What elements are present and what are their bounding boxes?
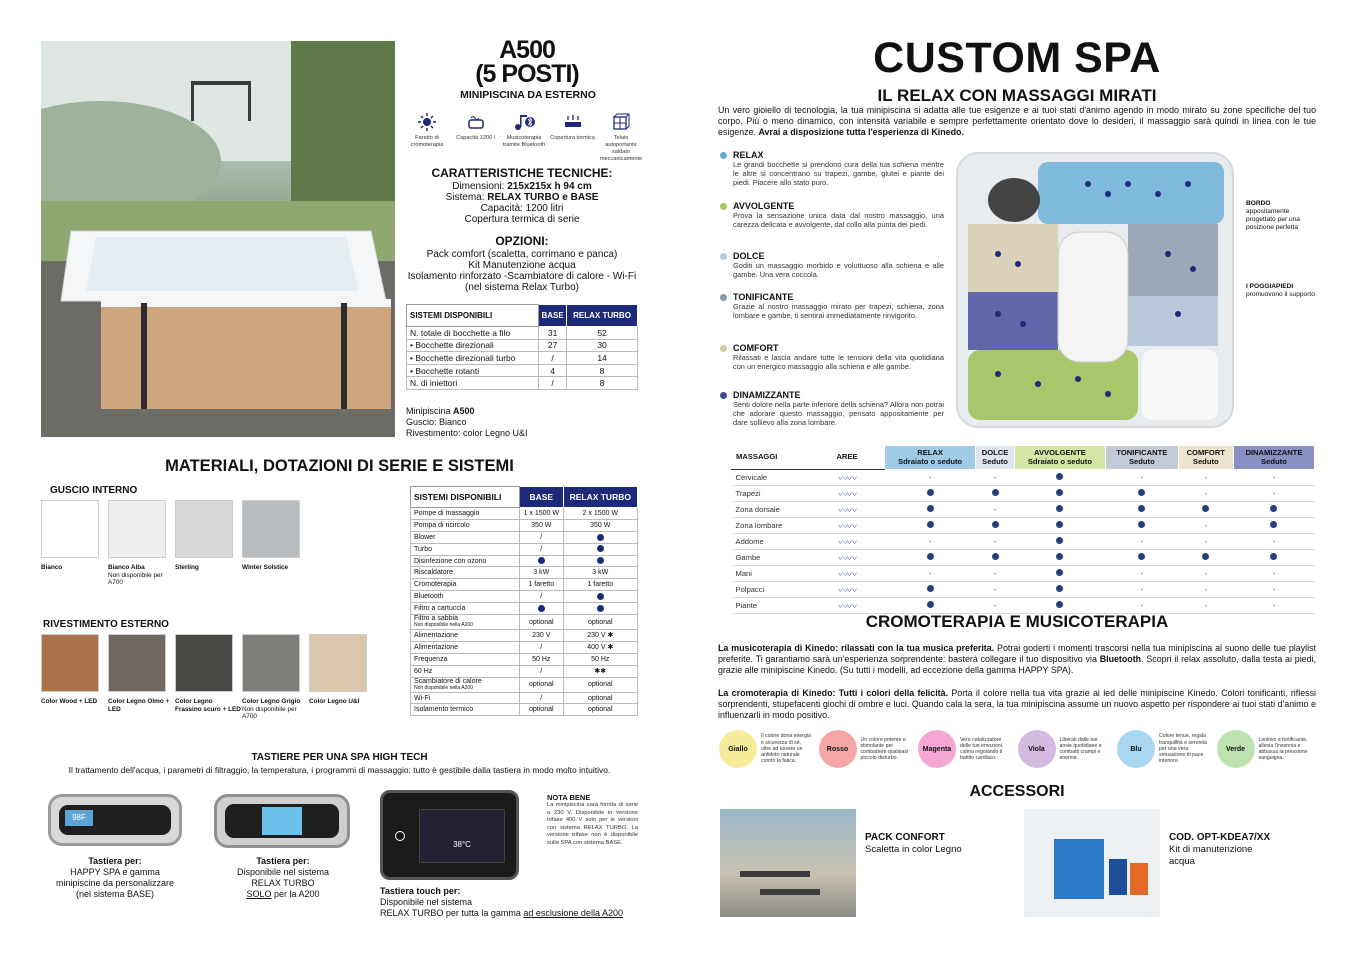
keypad-screen — [262, 807, 302, 835]
options: OPZIONI: Pack comfort (scaletta, corrimano e panca) Kit Manutenzione acqua Isolamento rinforzato -Scambiatore di calore - Wi-Fi (nel sistema Relax Turbo) — [404, 236, 640, 293]
swatch-label: Color Legno Olmo + LED — [108, 698, 170, 713]
tech-line: Copertura termica di serie — [464, 214, 580, 225]
body-zone-icon: 〰〰 — [838, 570, 856, 581]
check-icon — [927, 585, 934, 592]
color-blu: Blu Colore tenue, regala tranquillità e serenità per una vera sensazione di pace interiore. — [1117, 730, 1209, 768]
color-magenta: Magenta Vero catalizzatore delle tue emozioni, calma regolando il battito cardiaco. — [918, 730, 1010, 768]
check-icon — [1056, 505, 1063, 512]
feature-cromo — [404, 112, 450, 163]
check-icon — [597, 557, 604, 564]
table-row: • Bocchette direzionali 27 30 — [407, 339, 638, 352]
cover-icon — [563, 112, 583, 132]
table-row: Cromoterapia 1 faretto 1 faretto — [411, 579, 638, 591]
color-verde: Verde Lenitivo e fortificante, allevia l'insonnia e abbassa la pressione sanguigna. — [1217, 730, 1309, 768]
model-spec: Minipiscina A500 Guscio: Bianco Rivestimento: color Legno U&I — [406, 406, 528, 438]
table-row: • Bocchette direzionali turbo / 14 — [407, 352, 638, 365]
check-icon — [1056, 585, 1063, 592]
tech-title: CARATTERISTICHE TECNICHE: — [431, 166, 613, 180]
swatch-label: Sterling — [175, 564, 199, 571]
spa-top-view — [958, 154, 1234, 428]
table-row: Scambiatore di calore Non disponibile nella A200 optional optional — [411, 677, 638, 692]
body-zone-icon: 〰〰 — [838, 522, 856, 533]
color-circle: Viola — [1018, 730, 1056, 768]
mode-tonificante: TONIFICANTE Grazie al nostro massaggio mirato per trapezi, schiena, zona lombare e gambe, ti sentirai immediatamente rinvigorito. — [720, 292, 944, 320]
table-row: Riscaldatore 3 kW 3 kW — [411, 567, 638, 579]
table-row: 60 Hz / ✱✱ — [411, 665, 638, 677]
check-icon — [1202, 553, 1209, 560]
swatch[interactable] — [309, 634, 367, 692]
model-seats: (5 POSTI) — [475, 60, 579, 88]
body-zone-icon: 〰〰 — [838, 586, 856, 597]
check-icon — [927, 521, 934, 528]
check-icon — [1138, 521, 1145, 528]
check-icon — [597, 593, 604, 600]
mode-dot-icon — [720, 152, 727, 159]
swatch-label: Color Legno Grigio Non disponibile per A700 — [242, 698, 301, 720]
check-icon — [597, 605, 604, 612]
keypad-base — [48, 794, 182, 846]
touch-screen: 38°C — [419, 809, 505, 863]
model-title — [448, 38, 606, 86]
table-row: Addome 〰〰 - - - - - — [732, 534, 1315, 550]
mode-dot-icon — [720, 392, 727, 399]
cromo-title: CROMOTERAPIA E MUSICOTERAPIA — [865, 612, 1169, 631]
custom-spa-title: CUSTOM SPA — [873, 34, 1161, 82]
tech-specs — [404, 168, 640, 225]
swatch-label: Color Legno Frassino scuro + LED — [175, 698, 241, 713]
spa-zone-diagram — [956, 152, 1234, 428]
mode-dot-icon — [720, 203, 727, 210]
color-circle: Verde — [1217, 730, 1255, 768]
check-icon — [927, 601, 934, 608]
music-text: La musicoterapia di Kinedo: rilassati con la tua musica preferita. Potrai goderti i momenti trascorsi nella tua minipiscina al suono delle tue playlist preferite. Ti garantiamo sarà un'esperienza sorprendente: basterà collegare il tuo dispositivo via Bluetooth. Scopri il relax assoluto, dalla testa ai piedi, grazie alle minipiscine Kinedo. (Su tutti i modelli, ad eccezione della gamma HAPPY SPA). — [718, 643, 1316, 675]
swatch[interactable] — [108, 634, 166, 692]
check-icon — [1056, 489, 1063, 496]
feature-label: Faretto di cromoterapia — [410, 135, 444, 148]
check-icon — [1138, 489, 1145, 496]
table-row: Pompe di massaggio 1 x 1500 W 2 x 1500 W — [411, 508, 638, 520]
body-zone-icon: 〰〰 — [838, 602, 856, 613]
bordo-callout: BORDO appositamente progettato per una posizione perfetta — [1246, 200, 1300, 231]
table-row: N. totale di bocchette a filo 31 52 — [407, 327, 638, 340]
table-row: Isolamento termico optional optional — [411, 704, 638, 716]
program-header: DINAMIZZANTE Seduto — [1233, 446, 1314, 470]
feature-capacity — [453, 112, 499, 163]
swatch[interactable] — [108, 500, 166, 558]
feature-cover — [550, 112, 596, 163]
tech-line: Capacità: 1200 litri — [480, 203, 564, 214]
swatch[interactable] — [242, 634, 300, 692]
guscio-title: GUSCIO INTERNO — [50, 485, 138, 496]
swatch-label: Winter Solstice — [242, 564, 289, 571]
table-row: Zona lombare 〰〰 - — [732, 518, 1315, 534]
program-header: RELAX Sdraiato o seduto — [885, 446, 976, 470]
swatch-label: Color Wood + LED — [41, 698, 98, 705]
options-title: OPZIONI: — [495, 234, 549, 248]
body-zone-icon: 〰〰 — [838, 506, 856, 517]
feature-music — [501, 112, 547, 163]
check-icon — [1056, 601, 1063, 608]
body-zone-icon: 〰〰 — [838, 554, 856, 565]
program-header: COMFORT Seduto — [1178, 446, 1233, 470]
mode-dot-icon — [720, 345, 727, 352]
tech-line: Sistema: RELAX TURBO e BASE — [445, 192, 599, 203]
spa-illustration — [41, 41, 395, 437]
feature-label: Capacità 1200 l — [456, 135, 495, 141]
check-icon — [538, 557, 545, 564]
kit-text: COD. OPT-KDEA7/XX Kit di manutenzione acqua — [1169, 832, 1271, 867]
feature-label: Musicoterapia tramite Bluetooth — [502, 135, 546, 148]
mode-dot-icon — [720, 253, 727, 260]
swatch[interactable] — [41, 500, 99, 558]
keypad-relax-caption: Tastiera per: Disponibile nel sistema RELAX TURBO SOLO per la A200 — [236, 856, 330, 899]
check-icon — [992, 489, 999, 496]
check-icon — [597, 534, 604, 541]
check-icon — [1270, 505, 1277, 512]
keypads-title: TASTIERE PER UNA SPA HIGH TECH — [251, 752, 428, 763]
mode-avvolgente: AVVOLGENTE Prova la sensazione unica data dal nostro massaggio, una carezza delicata e avvolgente, dal collo alla punta dei piedi. — [720, 201, 944, 229]
table-row: Mani 〰〰 - - - - - — [732, 566, 1315, 582]
frame-icon — [611, 112, 631, 132]
model-subtitle: MINIPISCINA DA ESTERNO — [460, 89, 596, 101]
table-row: N. di iniettori / 8 — [407, 377, 638, 390]
swatch-label: Bianco Alba Non disponibile per A700 — [108, 564, 163, 586]
color-circle: Blu — [1117, 730, 1155, 768]
body-zone-icon: 〰〰 — [838, 474, 856, 485]
jets-table: SISTEMI DISPONIBILI BASE RELAX TURBO N. totale di bocchette a filo 31 52 • Bocchette direzionali 27 30 • Bocchette direzionali turbo / 14 • Bocchette rotanti 4 8 N. di iniettori / 8 — [406, 304, 638, 390]
table-row: Turbo / — [411, 543, 638, 555]
program-header: AVVOLGENTE Sdraiato o seduto — [1014, 446, 1105, 470]
massage-table: MASSAGGI AREE RELAX Sdraiato o seduto DOLCE Seduto AVVOLGENTE Sdraiato o seduto TONIFICANTE Seduto COMFORT Seduto DINAMIZZANTE Seduto Cervicale 〰〰 - - - - - Trapezi 〰〰 - - Zona dorsale 〰〰 - Zona lombare 〰〰 - Addome 〰〰 - - - - - Gambe 〰〰 Mani 〰〰 - - - - - Polpacci 〰〰 - - - - Piante 〰〰 - - - - — [731, 445, 1315, 614]
keypad-relax — [214, 794, 350, 848]
pack-confort-image — [720, 809, 856, 917]
swatch-label: Color Legno U&I — [309, 698, 360, 705]
swatch[interactable] — [175, 634, 233, 692]
check-icon — [927, 505, 934, 512]
body-zone-icon: 〰〰 — [838, 490, 856, 501]
table-row: Alimentazione / 400 V ✱ — [411, 641, 638, 653]
check-icon — [992, 553, 999, 560]
poggiapiedi-callout: I POGGIAPIEDI promuovono il supporto — [1246, 283, 1315, 298]
check-icon — [1056, 473, 1063, 480]
swatch[interactable] — [175, 500, 233, 558]
check-icon — [927, 553, 934, 560]
sun-icon — [417, 112, 437, 132]
table-row: Cervicale 〰〰 - - - - - — [732, 470, 1315, 486]
table-row: • Bocchette rotanti 4 8 — [407, 364, 638, 377]
materials-title: MATERIALI, DOTAZIONI DI SERIE E SISTEMI — [165, 457, 514, 475]
check-icon — [1056, 569, 1063, 576]
check-icon — [1270, 553, 1277, 560]
table-row: Piante 〰〰 - - - - — [732, 598, 1315, 614]
intro-text: Un vero gioiello di tecnologia, la tua minipiscina si adatta alle tue esigenze e ai tuoi stati d'animo agendo in modo mirato su zone specifiche del tuo corpo. Più o meno dinamico, con intensità variabile e sempre perfettamente orientato dove lo desideri, il massaggio sarà quindi in linea con le tue esigenze. Avrai a disposizione tutta l'esperienza di Kinedo. — [718, 105, 1316, 137]
accessori-title: ACCESSORI — [969, 783, 1065, 800]
check-icon — [927, 489, 934, 496]
check-icon — [1138, 505, 1145, 512]
color-circle: Rosso — [819, 730, 857, 768]
table-row: Filtro a sabbia Non disponibile nella A200 optional optional — [411, 615, 638, 630]
keypad-base-caption: Tastiera per: HAPPY SPA e gamma minipiscine da personalizzare (nel sistema BASE) — [55, 856, 175, 899]
color-viola: Viola Liberati dalle tue ansie quotidiane e combatti crampi e anemia. — [1018, 730, 1110, 768]
nota-bene: NOTA BENE La minipiscina sarà fornita di serie a 230 V. Disponibile in versione trifase 400 V solo per le versioni con sistema RELAX TURBO. La versione trifase non è disponibile sulle SPA con sistema BASE. — [547, 793, 638, 846]
table-row: Zona dorsale 〰〰 - — [732, 502, 1315, 518]
tech-line: Dimensioni: 215x215x h 94 cm — [452, 181, 592, 192]
program-header: TONIFICANTE Seduto — [1106, 446, 1179, 470]
keypad-screen: 98F — [65, 810, 93, 826]
model-name: A500 — [499, 36, 555, 64]
color-giallo: Giallo Il colore dona energia e sicurezza di sé, oltre ad essere un antidoto naturale contro la fatica. — [719, 730, 811, 768]
rivestimento-title: RIVESTIMENTO ESTERNO — [43, 619, 169, 630]
swatch-label: Bianco — [41, 564, 63, 571]
check-icon — [1138, 553, 1145, 560]
power-icon — [395, 831, 405, 841]
table-row: Wi-Fi / optional — [411, 692, 638, 704]
swatch[interactable] — [41, 634, 99, 692]
body-zone-icon: 〰〰 — [838, 538, 856, 549]
music-bluetooth-icon — [512, 112, 536, 132]
table-row: Pompa di ricircolo 350 W 350 W — [411, 519, 638, 531]
mode-dolce: DOLCE Goditi un massaggio morbido e voluttuoso alla schiena e alle gambe. Una vera coccola. — [720, 251, 944, 279]
mode-comfort: COMFORT Rilassati e lascia andare tutte le tensioni della vita quotidiana con un energico massaggio alla schiena e alle gambe. — [720, 343, 944, 371]
keypad-touch-caption: Tastiera touch per: Disponibile nel sistema RELAX TURBO per tutta la gamma ad esclusione della A200 — [380, 886, 623, 918]
color-circle: Giallo — [719, 730, 757, 768]
systems-table: SISTEMI DISPONIBILI BASE RELAX TURBO Pompe di massaggio 1 x 1500 W 2 x 1500 W Pompa di ricircolo 350 W 350 W Blower / Turbo / Disinfezione con ozono Riscaldatore 3 kW 3 kW Cromoterapia 1 faretto 1 faretto Bluetooth / Filtro a cartuccia Filtro a sabbia Non disponibile nella A200 optional optional Alimentazione 230 V 230 V ✱ Alimentazione / 400 V ✱ Frequenza 50 Hz 50 Hz 60 Hz / ✱✱ Scambiatore di calore Non disponibile nella A200 optional optional Wi-Fi / optional Isolamento termico optional optional — [410, 486, 638, 716]
table-row: Blower / — [411, 531, 638, 543]
check-icon — [1202, 505, 1209, 512]
feature-icons — [404, 112, 644, 163]
program-header: DOLCE Seduto — [976, 446, 1015, 470]
keypad-touch — [380, 790, 519, 880]
relax-subtitle: IL RELAX CON MASSAGGI MIRATI — [877, 86, 1157, 105]
check-icon — [1056, 521, 1063, 528]
mode-dinamizzante: DINAMIZZANTE Senti dolore nella parte inferiore della schiena? Allora non potrai che adorare questo massaggio, pensato appositamente per dare sollievo alla zona lombare. — [720, 390, 944, 427]
table-row: Bluetooth / — [411, 591, 638, 603]
table-row: Filtro a cartuccia — [411, 603, 638, 615]
feature-label: Copertura termica — [550, 135, 595, 141]
tub-capacity-icon — [466, 112, 486, 132]
table-row: Disinfezione con ozono — [411, 555, 638, 567]
table-row: Trapezi 〰〰 - - — [732, 486, 1315, 502]
swatch[interactable] — [242, 500, 300, 558]
table-row: Gambe 〰〰 — [732, 550, 1315, 566]
check-icon — [1270, 521, 1277, 528]
pack-confort-text: PACK CONFORT Scaletta in color Legno — [865, 832, 962, 855]
kit-image — [1024, 809, 1160, 917]
feature-frame — [598, 112, 644, 163]
check-icon — [538, 605, 545, 612]
check-icon — [597, 545, 604, 552]
feature-label: Telaio autoportante saldato meccanicamente — [599, 135, 643, 162]
color-circle: Magenta — [918, 730, 956, 768]
spa-photo — [41, 41, 395, 437]
table-row: Polpacci 〰〰 - - - - — [732, 582, 1315, 598]
check-icon — [1056, 553, 1063, 560]
check-icon — [992, 521, 999, 528]
mode-dot-icon — [720, 294, 727, 301]
mode-relax: RELAX Le grandi bocchette si prendono cura della tua schiena mentre le altre si concentrano su trapezi, gambe, glutei e piante dei piedi. Piacere allo stato puro. — [720, 150, 944, 187]
cromo-text: La cromoterapia di Kinedo: Tutti i colori della felicità. Porta il colore nella tua vita grazie ai led delle minipiscine Kinedo. Colori tonificanti, riflessi sorprendenti, stupefacenti giochi di ombre e luci. Quando cala la sera, la tua minipiscina assume un nuovo aspetto per rispondere ai tuoi stati d'animo e influenzarli in modo positivo. — [718, 688, 1316, 720]
check-icon — [1056, 537, 1063, 544]
keypads-subtitle: Il trattamento dell'acqua, i parametri di filtraggio, la temperatura, i programmi di massaggio: tutto è gestibile dalla tastiera in modo molto intuitivo. — [68, 765, 611, 775]
table-row: Frequenza 50 Hz 50 Hz — [411, 653, 638, 665]
table-row: Alimentazione 230 V 230 V ✱ — [411, 630, 638, 642]
color-rosso: Rosso Un colore potente e stimolante per combattere qualsiasi piccolo disturbo. — [819, 730, 911, 768]
